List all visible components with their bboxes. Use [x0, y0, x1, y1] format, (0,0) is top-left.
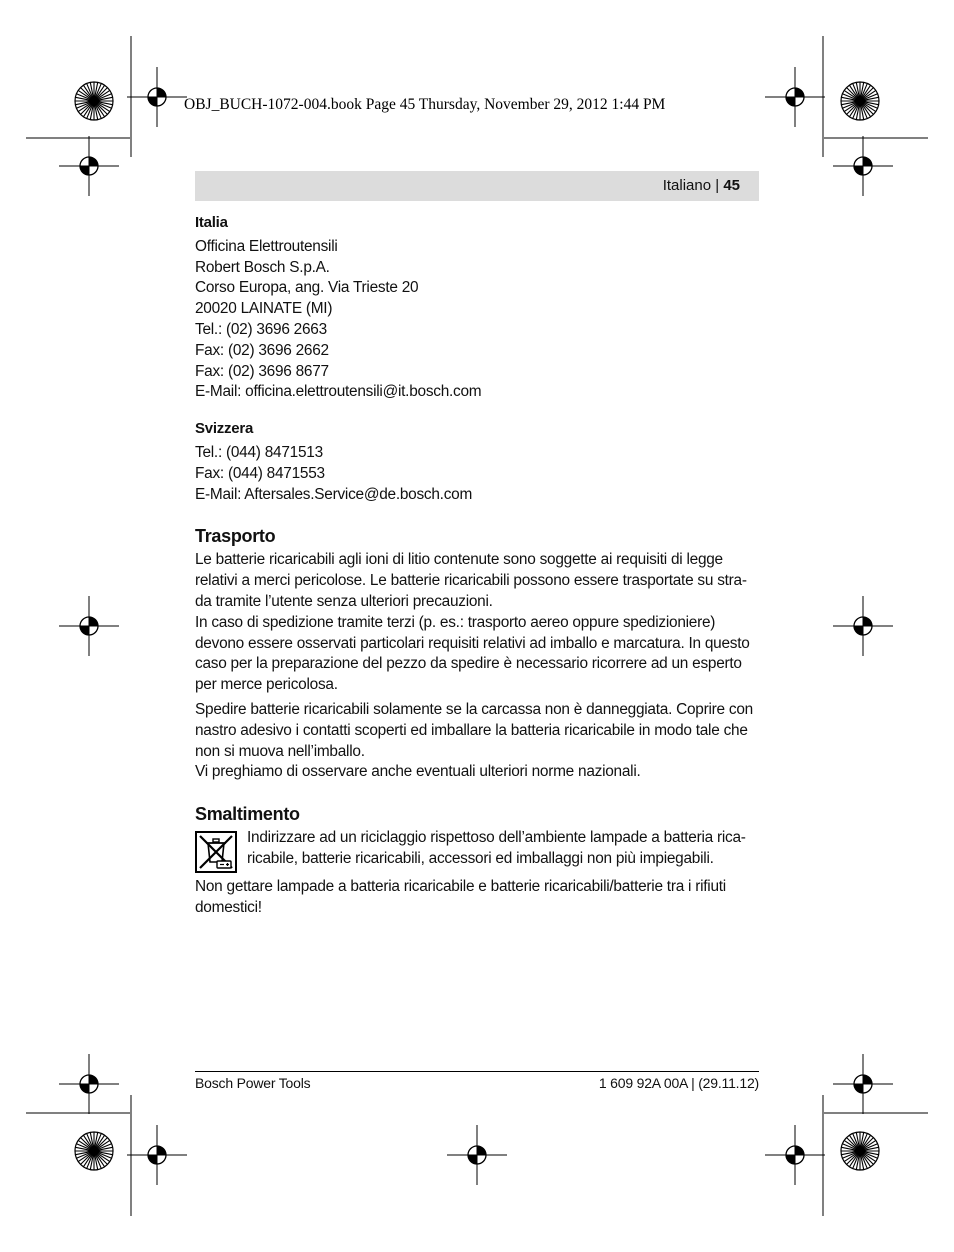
text-line: per merce pericolosa.: [195, 676, 338, 694]
address-line: 20020 LAINATE (MI): [195, 300, 333, 318]
trasporto-paragraph-2: [195, 700, 761, 783]
svizzera-heading: Svizzera: [195, 420, 254, 438]
disposal-notice: [195, 829, 761, 873]
footer-rule: [195, 1071, 759, 1072]
fax-line: Fax: (044) 8471553: [195, 464, 325, 482]
header-page-number: 45: [723, 177, 740, 194]
phone-line: Tel.: (044) 8471513: [195, 443, 323, 461]
email-line: E-Mail: Aftersales.Service@de.bosch.com: [195, 485, 473, 503]
text-line: relativi a merci pericolose. Le batterie ricaricabili possono essere trasportate su stra-: [195, 572, 747, 590]
email-line: E-Mail: officina.elettroutensili@it.bosch.com: [195, 383, 482, 401]
text-line: caso per la preparazione del pezzo da spedire è necessario ricorrere ad un esperto: [195, 655, 742, 673]
text-line: Le batterie ricaricabili agli ioni di litio contenute sono soggette ai requisiti di legge: [195, 551, 723, 569]
address-line: Robert Bosch S.p.A.: [195, 258, 330, 276]
trasporto-heading: Trasporto: [195, 526, 276, 547]
text-line: Vi preghiamo di osservare anche eventuali ulteriori norme nazionali.: [195, 763, 641, 781]
italia-heading: Italia: [195, 214, 228, 231]
fax-line: Fax: (02) 3696 2662: [195, 341, 329, 359]
footer-publisher: Bosch Power Tools: [195, 1075, 311, 1091]
trasporto-paragraph-1: [195, 550, 761, 696]
text-line: da tramite l’utente senza ulteriori precauzioni.: [195, 592, 493, 610]
print-header: OBJ_BUCH-1072-004.book Page 45 Thursday, November 29, 2012 1:44 PM: [184, 96, 666, 113]
footer-doc-number: 1 609 92A 00A | (29.11.12): [598, 1075, 759, 1091]
text-line: devono essere osservati particolari requisiti relativi ad imballo e marcatura. In questo: [195, 634, 750, 652]
page-content: [195, 211, 761, 919]
header-language: Italiano: [662, 177, 712, 194]
address-line: Officina Elettroutensili: [195, 237, 338, 255]
smaltimento-heading: Smaltimento: [195, 804, 300, 825]
text-line: ricabile, batterie ricaricabili, accessori ed imballaggi non più impiegabili.: [247, 849, 714, 867]
text-line: nastro adesivo i contatti scoperti ed imballare la batteria ricaricabile in modo tale che: [195, 721, 748, 739]
italia-address: [195, 237, 761, 403]
fax-line: Fax: (02) 3696 8677: [195, 362, 329, 380]
svizzera-contact: [195, 443, 761, 505]
page-header-text: [663, 177, 740, 194]
disposal-warning: [195, 877, 761, 919]
text-line: domestici!: [195, 898, 262, 916]
page-header-band: [195, 171, 759, 201]
address-line: Corso Europa, ang. Via Trieste 20: [195, 279, 419, 297]
crossed-out-battery-bin-icon: [195, 831, 237, 873]
phone-line: Tel.: (02) 3696 2663: [195, 320, 327, 338]
text-line: Non gettare lampade a batteria ricaricabile e batterie ricaricabili/batterie tra i rifiuti: [195, 878, 726, 896]
text-line: In caso di spedizione tramite terzi (p. es.: trasporto aereo oppure spedizioniere): [195, 613, 716, 631]
text-line: Indirizzare ad un riciclaggio rispettoso dell’ambiente lampade a batteria rica-: [247, 829, 746, 847]
text-line: Spedire batterie ricaricabili solamente se la carcassa non è danneggiata. Coprire con: [195, 700, 753, 718]
text-line: non si muova nell’imballo.: [195, 742, 365, 760]
disposal-icon-text: [247, 828, 746, 873]
header-separator: |: [715, 177, 720, 194]
